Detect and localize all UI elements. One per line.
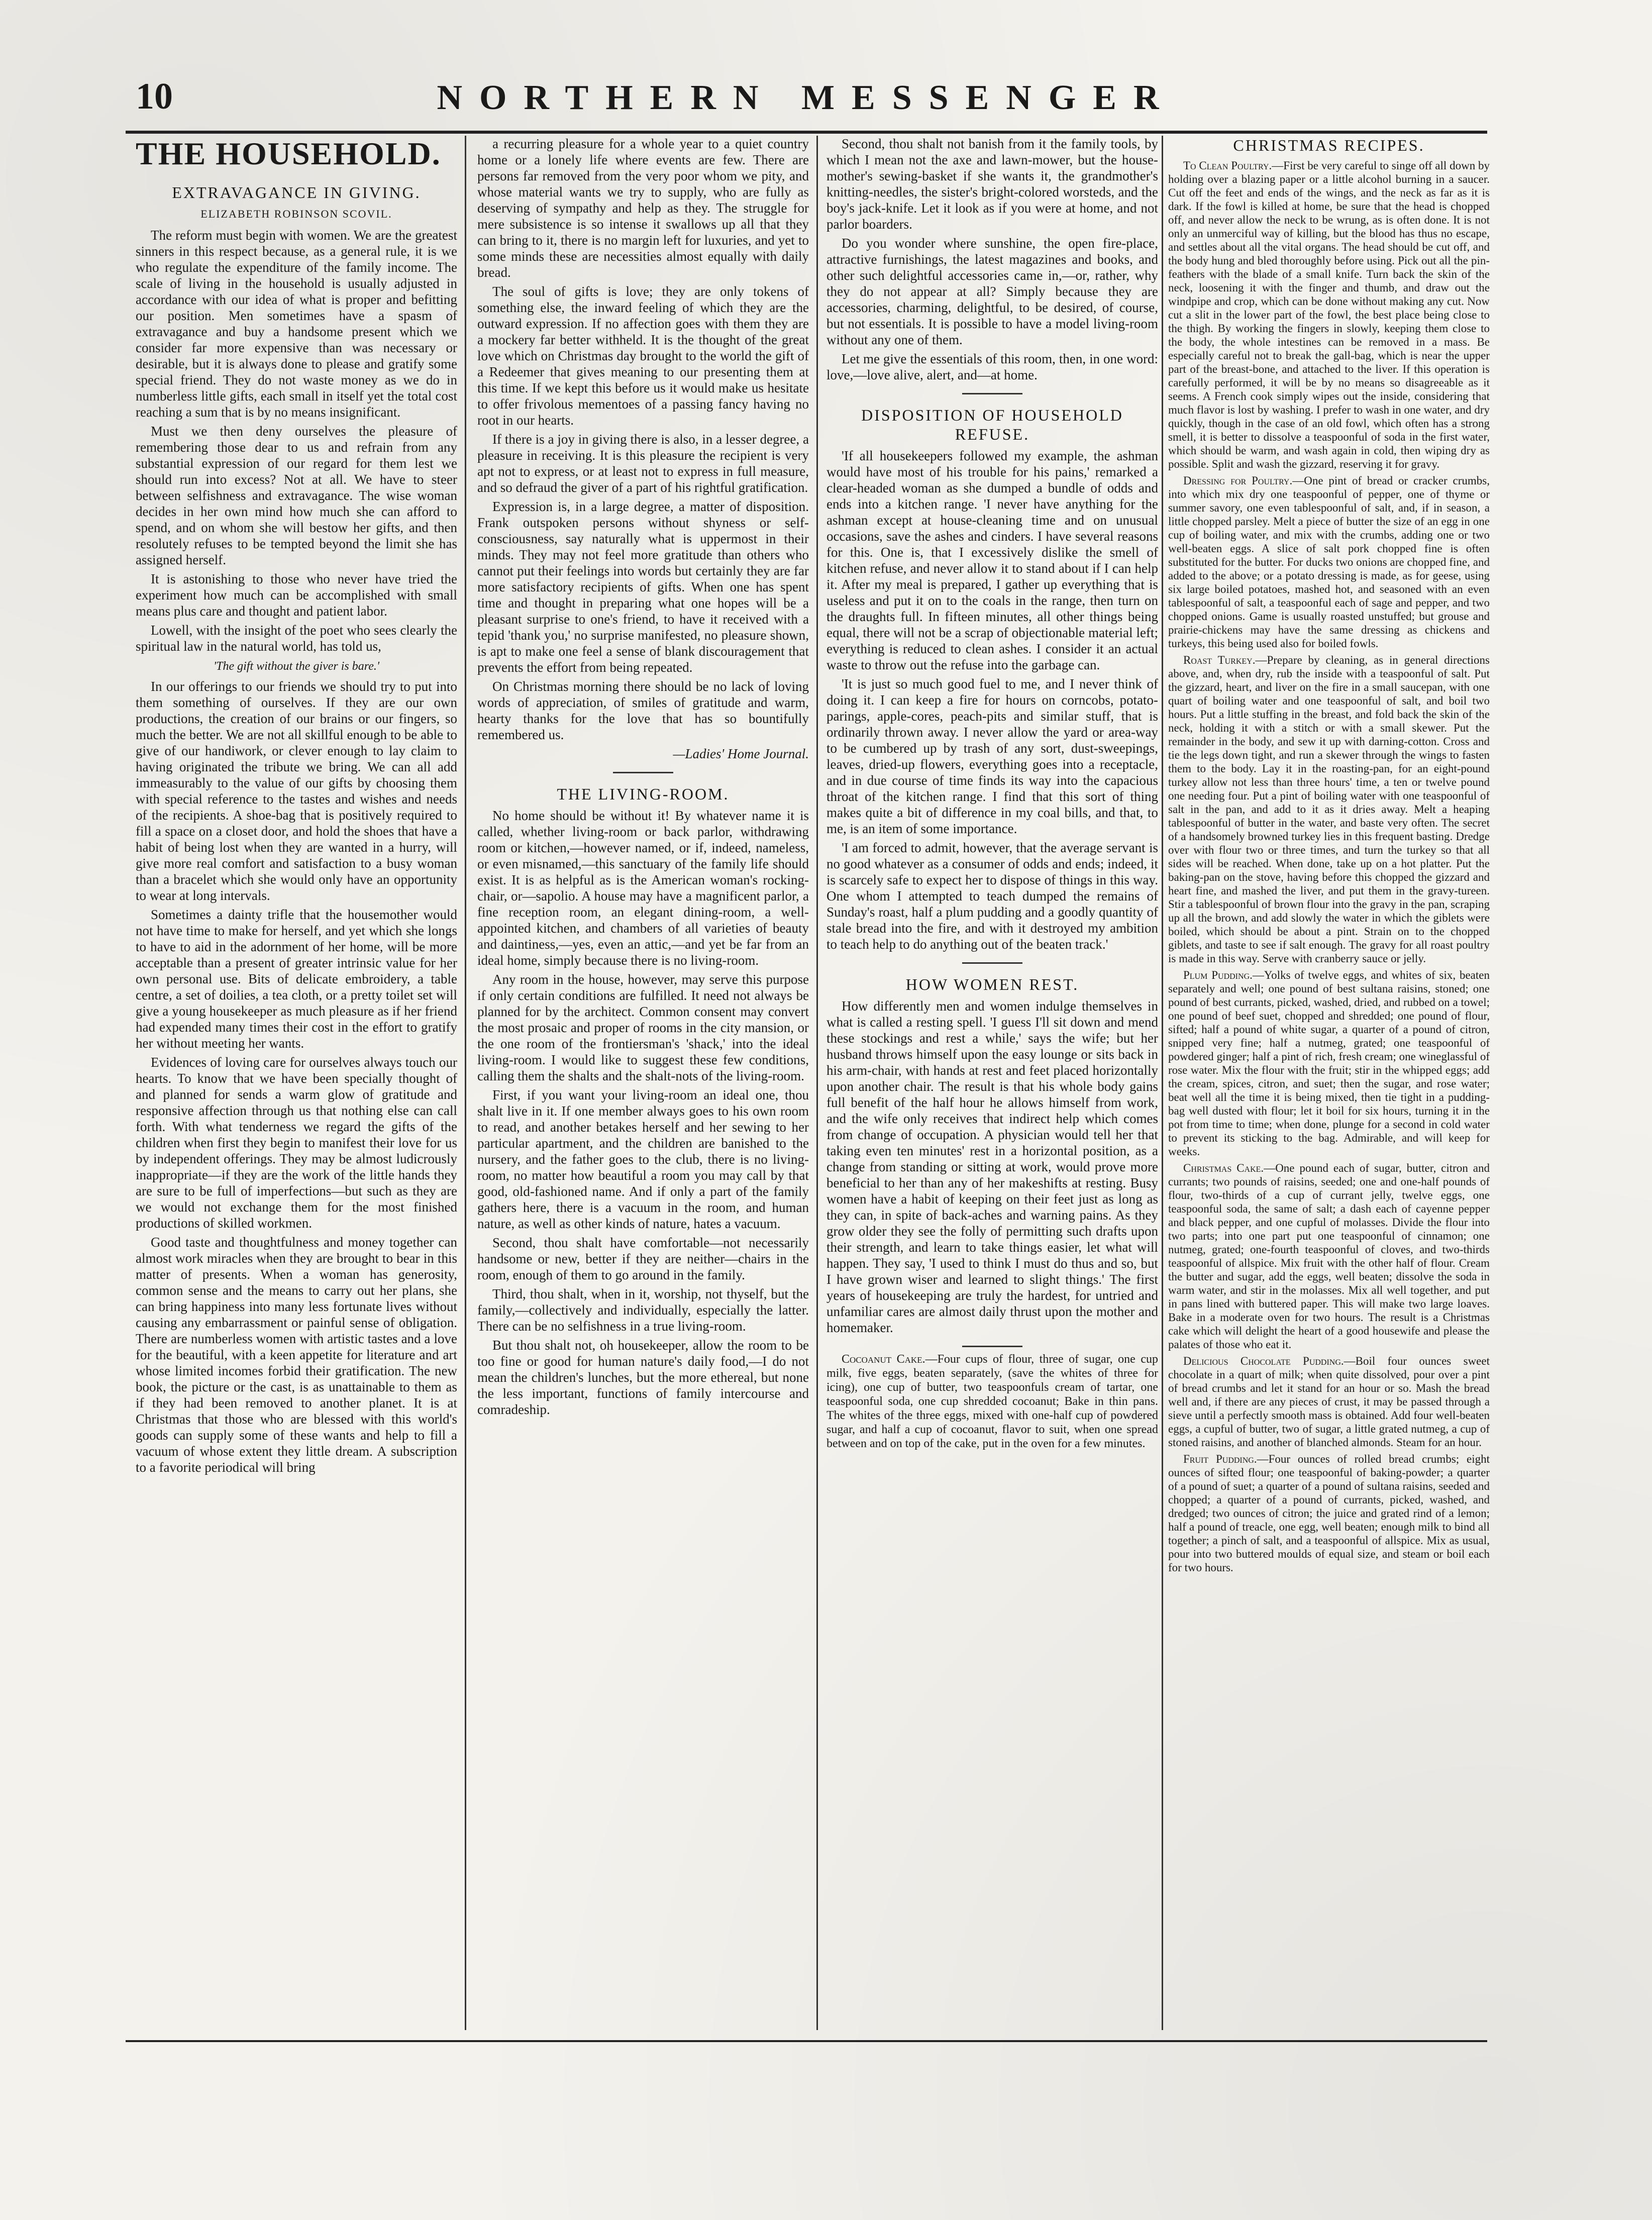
paragraph: The reform must begin with women. We are the greatest sinners in this respect because, as a general rule, it is we who regulate the expenditure of the family income. The scale of living in the household is usually adjusted in accordance with our idea of what is proper and befitting our position. Men sometimes have a spasm of extravagance and buy a handsome present which we consider far more expensive than was necessary or desirable, but it is always done to please and gratify some special friend. They do not waste money as we do in numberless little gifts, each small in itself yet the total cost reaching a sum that is by no means insignificant. bbox=[136, 228, 457, 420]
section-divider bbox=[962, 393, 1022, 394]
recipe-text: —Prepare by cleaning, as in general directions above, and, when dry, rub the inside with a teaspoonful of salt. Put the gizzard, heart, and liver on the fire in a small saucepan, with one quart of boiling water and one teaspoonful of salt, and boil two hours. Put a little stuffing in the breast, and fold back the skin of the neck, holding it with a stitch or with a small skewer. Put the remainder in the body, and sew it up with darning-cotton. Cross and tie the legs down tight, and run a skewer through the wings to fasten them to the body. Lay it in the roasting-pan, for an eight-pound turkey allow not less than three hours' time, a ten or twelve pound one needing four. Put a pint of boiling water with one teaspoonful of salt in the pan, and add to it as it dries away. Melt a heaping tablespoonful of butter in the water, and baste very often. The secret of a handsomely browned turkey lies in this frequent basting. Dredge over with flour two or three times, and turn the turkey so that all sides will be reached. When done, take up on a hot platter. Put the baking-pan on the stove, having before this chopped the gizzard and heart fine, and mashed the liver, and put them in the gravy-tureen. Stir a tablespoonful of brown flour into the gravy in the pan, scraping up all the brown, and add slowly the water in which the giblets were boiled, which should be about a pint. Strain on to the chopped giblets, and taste to see if salt enough. The gravy for all roast poultry is made in this way. Serve with cranberry sauce or jelly. bbox=[1168, 654, 1490, 965]
paragraph: No home should be without it! By whatever name it is called, whether living-room or back parlor, withdrawing room or kitchen,—however named, or if, indeed, nameless, or even misnamed,—this sanctuary of the family life should exist. It is as helpful as is the American woman's rocking-chair, or—sapolio. A house may have a magnificent parlor, a fine reception room, an elegant dining-room, a well-appointed kitchen, and chambers of all varieties of beauty and daintiness,—yes, even an attic,—and yet be far from an ideal home, simply because there is no living-room. bbox=[477, 808, 809, 968]
section-title: THE HOUSEHOLD. bbox=[136, 136, 441, 171]
column-rule bbox=[465, 136, 466, 2030]
page-number: 10 bbox=[136, 76, 173, 117]
recipe bbox=[1168, 968, 1490, 1158]
column-2 bbox=[477, 136, 809, 2030]
article-title: DISPOSITION OF HOUSEHOLD REFUSE. bbox=[861, 406, 1123, 443]
recipe bbox=[1168, 159, 1490, 471]
column-3 bbox=[827, 136, 1158, 2030]
paragraph: How differently men and women indulge themselves in what is called a resting spell. 'I guess I'll sit down and mend these stockings and rest a while,' says the wife; but her husband throws himself upon the easy lounge or sits back in his arm-chair, with hands at rest and feet placed horizontally upon another chair. The result is that his whole body gains full benefit of the half hour he allows himself from work, and the wife only receives that indirect help which comes from change of occupation. A physician would tell her that taking even ten minutes' rest in a horizontal position, as a change from standing or sitting at work, would prove more beneficial to her than any of her makeshifts at resting. Busy women have a habit of keeping on their feet just as long as they can, in spite of back-aches and warning pains. As they grow older they see the folly of permitting such drafts upon their strength, and learn to take things easier, let what will happen. They say, 'I used to think I must do thus and so, but I have grown wiser and learned to slight things.' The first years of housekeeping are truly the hardest, for untried and unfamiliar cares are almost daily thrust upon the mother and homemaker. bbox=[827, 998, 1158, 1335]
paragraph: Do you wonder where sunshine, the open fire-place, attractive furnishings, the latest magazines and books, and other such delightful accessories came in,—or, rather, why they do not appear at all? Simply because they are accessories, charming, delightful, to be desired, of course, but not essentials. It is possible to have a model living-room without any one of them. bbox=[827, 236, 1158, 347]
paragraph: Third, thou shalt, when in it, worship, not thyself, but the family,—collectively and individually, especially the latter. There can be no selfishness in a true living-room. bbox=[477, 1286, 809, 1334]
paragraph: Evidences of loving care for ourselves always touch our hearts. To know that we have been specially thought of and planned for sends a warm glow of gratitude and responsive affection through us that nothing else can call forth. With what tenderness we regard the gifts of the children when first they begin to manifest their love for us by independent offerings. They may be almost ludicrously inappropriate—if they are the work of the little hands they are sure to be full of imperfections—but such as they are we would not exchange them for the most finished productions of skilled workmen. bbox=[136, 1055, 457, 1231]
column-1 bbox=[136, 136, 457, 2030]
quote: 'The gift without the giver is bare.' bbox=[213, 660, 380, 673]
paragraph: Let me give the essentials of this room, then, in one word: love,—love alive, alert, and—at home. bbox=[827, 351, 1158, 382]
section-divider bbox=[613, 772, 673, 773]
recipe-text: —Four cups of flour, three of sugar, one cup milk, five eggs, beaten separately, (save the whites of three for icing), one cup of butter, two teaspoonfuls cream of tartar, one teaspoonful soda, one cup shredded cocoanut; Bake in thin pans. The whites of the three eggs, mixed with one-half cup of powdered sugar, and half a cup of cocoanut, flavor to suit, when one spread between and on top of the cake, put in the oven for a few minutes. bbox=[827, 1353, 1158, 1450]
recipe-text: —Four ounces of rolled bread crumbs; eight ounces of sifted flour; one teaspoonful of baking-powder; a quarter of a pound of suet; a quarter of a pound of sultana raisins, seeded and chopped; a quarter of a pound of currants, picked, washed, and dredged; two ounces of citron; the juice and grated rind of a lemon; half a pound of treacle, one egg, well beaten; enough milk to bind all together; a pinch of salt, and a teaspoonful of allspice. Mix as usual, pour into two buttered moulds of equal size, and steam or boil each for two hours. bbox=[1168, 1453, 1490, 1574]
paragraph: Any room in the house, however, may serve this purpose if only certain conditions are fulfilled. It need not always be planned for by the architect. Common consent may convert the most prosaic and proper of rooms in the city mansion, or the one room of the frontiersman's 'shack,' into the ideal living-room. I would like to suggest these few conditions, calling them the shalts and the shalt-nots of the living-room. bbox=[477, 972, 809, 1083]
recipe-text: —Boil four ounces sweet chocolate in a quart of milk; when quite dissolved, pour over a pint of bread crumbs and let it stand for an hour or so. Mash the bread well and, if there are any pieces of crust, it may be passed through a sieve until a perfectly smooth mass is obtained. Add four well-beaten eggs, a cupful of butter, two of sugar, a little grated nutmeg, a cup of stoned raisins, and another of blanched almonds. Steam for an hour. bbox=[1168, 1355, 1490, 1449]
paragraph: But thou shalt not, oh housekeeper, allow the room to be too fine or good for human nature's daily food,—I do not mean the children's lunches, but the more ethereal, but none the less important, functions of family intercourse and comradeship. bbox=[477, 1338, 809, 1417]
recipe bbox=[1168, 1161, 1490, 1351]
paragraph: 'If all housekeepers followed my example, the ashman would have most of his trouble for his pains,' remarked a clear-headed woman as she dumped a bundle of odds and ends into a kitchen range. 'I never have anything for the ashman except at house-cleaning time and on unusual occasions, save the ashes and cinders. I have several reasons for this. One is, that I excessively dislike the smell of kitchen refuse, and never allow it to stand about if I can help it. After my meal is prepared, I gather up everything that is useless and put it on to the coals in the range, then turn on the draughts full. In fifteen minutes, all other things being equal, there will not be a scrap of objectionable material left; everything is reduced to clean ashes. I consider it an actual waste to throw out the refuse into the garbage can. bbox=[827, 448, 1158, 672]
recipe-name: Roast Turkey. bbox=[1183, 654, 1256, 666]
article-title: CHRISTMAS RECIPES. bbox=[1233, 136, 1425, 154]
masthead bbox=[126, 75, 1487, 134]
recipe-text: —First be very careful to singe off all down by holding over a blazing paper or a little alcohol burning in a saucer. Cut off the feet and ends of the wings, and the neck as far as it is dark. If the fowl is killed at home, be sure that the head is chopped off, and never allow the neck to be wrung, as is often done. It is not only an unmerciful way of killing, but the blood has thus no escape, and settles about all the vital organs. The head should be cut off, and the body hung and bled thoroughly before using. Pick out all the pin-feathers with the blade of a small knife. Turn back the skin of the neck, loosening it with the finger and thumb, and draw out the windpipe and crop, which can be done without making any cut. Now cut a slit in the lower part of the fowl, the best place being close to the thigh. By working the fingers in slowly, keeping them close to the body, the whole intestines can be removed in a mass. Be especially careful not to break the gall-bag, which is near the upper part of the breast-bone, and attached to the liver. If this operation is carefully performed, it will be by no means so disagreeable as it seems. A French cook simply wipes out the inside, considering that much flavor is lost by washing. I prefer to wash in one water, and dry quickly, though in the case of an old fowl, which often has a strong smell, it is better to dissolve a teaspoonful of soda in the first water, which should be warm, and wash again in cold, then wiping dry as possible. Split and wash the gizzard, reserving it for gravy. bbox=[1168, 159, 1490, 470]
recipe-name: To Clean Poultry. bbox=[1183, 159, 1272, 172]
paragraph: 'I am forced to admit, however, that the average servant is no good whatever as a consumer of odds and ends; indeed, it is scarcely safe to expect her to dispose of things in this way. One whom I attempted to teach dumped the remains of Sunday's roast, half a plum pudding and a goodly quantity of stale bread into the fire, and with it destroyed my ambition to teach help to do anything out of the beaten track.' bbox=[827, 840, 1158, 952]
recipe bbox=[1168, 653, 1490, 965]
byline: ELIZABETH ROBINSON SCOVIL. bbox=[200, 208, 392, 220]
paragraph: If there is a joy in giving there is also, in a lesser degree, a pleasure in receiving. It is this pleasure the recipient is very apt not to express, or at least not to express in full measure, and so defraud the giver of a part of his rightful gratification. bbox=[477, 432, 809, 495]
recipe-name: Delicious Chocolate Pudding. bbox=[1183, 1355, 1344, 1367]
paragraph: It is astonishing to those who never have tried the experiment how much can be accomplished with small means plus care and thought and patient labor. bbox=[136, 571, 457, 619]
article-title: HOW WOMEN REST. bbox=[905, 975, 1079, 993]
paragraph: The soul of gifts is love; they are only tokens of something else, the inward feeling of which they are the outward expression. If no affection goes with them they are a mockery far better withheld. It is the thought of the great love which on Christmas day brought to the world the gift of a Redeemer that gives meaning to our presenting them at this time. If we kept this before us it would make us hesitate to offer frivolous mementoes of a passing fancy having no root in our hearts. bbox=[477, 284, 809, 428]
recipe-name: Christmas Cake. bbox=[1183, 1162, 1264, 1174]
section-divider bbox=[962, 962, 1022, 964]
column-rule bbox=[816, 136, 818, 2030]
bottom-rule bbox=[126, 2040, 1487, 2042]
recipe bbox=[827, 1352, 1158, 1451]
paragraph: Sometimes a dainty trifle that the housemother would not have time to make for herself, and yet which she longs to have to aid in the adornment of her home, will be more acceptable than a present of greater intrinsic value for her own personal use. Bits of delicate embroidery, a table centre, a set of doilies, a tea cloth, or a pretty toilet set will give a young housekeeper as much pleasure as if her friend had expended many times their cost in the effort to gratify her without meeting her wants. bbox=[136, 907, 457, 1051]
paragraph: Second, thou shalt not banish from it the family tools, by which I mean not the axe and lawn-mower, but the house-mother's sewing-basket if she wants it, the grandmother's knitting-needles, the sister's bright-colored worsteds, and the boy's jack-knife. Let it look as if you were at home, and not parlor boarders. bbox=[827, 136, 1158, 232]
paragraph: Lowell, with the insight of the poet who sees clearly the spiritual law in the natural world, has told us, bbox=[136, 623, 457, 654]
paragraph: 'It is just so much good fuel to me, and I never think of doing it. I can keep a fire for hours on corncobs, potato-parings, apple-cores, peach-pits and similar stuff, that is ordinarily thrown away. I never allow the yard or area-way to be cumbered up by trash of any sort, dust-sweepings, leaves, dried-up flowers, everything goes into a receptacle, and in due course of time finds its way into the capacious throat of the kitchen range. I find that this sort of thing makes quite a bit of difference in my coal bills, and that, to me, is an item of some importance. bbox=[827, 676, 1158, 836]
article-title: EXTRAVAGANCE IN GIVING. bbox=[172, 183, 421, 201]
recipe-name: Cocoanut Cake. bbox=[842, 1353, 925, 1366]
paragraph: Second, thou shalt have comfortable—not necessarily handsome or new, better if they are neither—chairs in the room, enough of them to go around in the family. bbox=[477, 1235, 809, 1282]
paragraph: a recurring pleasure for a whole year to a quiet country home or a lonely life where events are few. There are persons far removed from the very poor whom we pity, and whose material wants we try to supply, who are fully as deserving of sympathy and help as they. The struggle for mere subsistence is so intense it swallows up all that they can bring to it, there is no margin left for luxuries, and yet to some minds these are necessities almost equally with daily bread. bbox=[477, 136, 809, 280]
attribution: —Ladies' Home Journal. bbox=[673, 746, 809, 761]
recipe bbox=[1168, 1354, 1490, 1449]
paragraph: Must we then deny ourselves the pleasure of remembering those dear to us and refrain from any substantial expression of our regard for them lest we should run into excess? Not at all. We have to steer between selfishness and extravagance. The wise woman decides in her own mind how much she can afford to spend, and on whom she will bestow her gifts, and then resolutely refuses to be tempted beyond the limit she has assigned herself. bbox=[136, 424, 457, 567]
paragraph: Good taste and thoughtfulness and money together can almost work miracles when they are brought to bear in this matter of presents. When a woman has generosity, common sense and the means to carry out her plans, she can bring happiness into many less fortunate lives without causing any embarrassment or painful sense of obligation. There are numberless women with artistic tastes and a love for the beautiful, with a keen appetite for literature and art whose limited incomes forbid their gratification. The new book, the picture or the cast, is as unattainable to them as if they had been removed to another planet. It is at Christmas that those who are blessed with this world's goods can supply some of these wants and help to fill a vacuum of whose extent they little dream. A subscription to a favorite periodical will bring bbox=[136, 1235, 457, 1475]
recipe-text: —One pint of bread or cracker crumbs, into which mix dry one teaspoonful of pepper, one of thyme or summer savory, one even tablespoonful of salt, and, if in season, a little chopped parsley. Melt a piece of butter the size of an egg in one cup of boiling water, and mix with the crumbs, adding one or two well-beaten eggs. A slice of salt pork chopped fine is often substituted for the butter. For ducks two onions are chopped fine, and added to the above; or a potato dressing is made, as for geese, using six large boiled potatoes, mashed hot, and seasoned with an even tablespoonful of salt, a teaspoonful each of sage and pepper, and two chopped onions. Game is usually roasted unstuffed; but grouse and prairie-chickens may have the same dressing as chickens and turkeys, this being used also for boiled fowls. bbox=[1168, 474, 1490, 650]
section-divider bbox=[962, 1346, 1022, 1347]
masthead-title: NORTHERN MESSENGER bbox=[437, 78, 1176, 117]
recipe-text: —One pound each of sugar, butter, citron and currants; two pounds of raisins, seeded; one and one-half pounds of flour, two-thirds of a cup of currant jelly, twelve eggs, one teaspoonful soda, the same of salt; a dash each of cayenne pepper and black pepper, and one cupful of molasses. Divide the flour into two parts; into one part put one teaspoonful of cinnamon; one nutmeg, grated; one-fourth teaspoonful of cloves, and two-thirds teaspoonful of allspice. Mix fruit with the other half of flour. Cream the butter and sugar, add the eggs, well beaten; dissolve the soda in warm water, and stir in the molasses. Mix all well together, and put in pans lined with buttered paper. This will make two large loaves. Bake in a moderate oven for two hours. The result is a Christmas cake which will delight the heart of a good housewife and please the palates of those who eat it. bbox=[1168, 1162, 1490, 1351]
recipe-name: Dressing for Poultry. bbox=[1183, 474, 1293, 487]
paragraph: In our offerings to our friends we should try to put into them something of ourselves. If they are our own productions, the creation of our brains or our fingers, so much the better. We are not all skillful enough to be able to give of our handiwork, or clever enough to lay claim to having originated the tribute we bring. We can all add immeasurably to the value of our gifts by choosing them with special reference to the tastes and wishes and needs of the recipients. A shoe-bag that is positively required to fill a space on a closet door, and hold the shoes that have a habit of being lost when they are wanted in a hurry, will give more real comfort and satisfaction to a busy woman than a bracelet which she would only have an opportunity to wear at long intervals. bbox=[136, 679, 457, 903]
recipe-name: Fruit Pudding. bbox=[1183, 1453, 1257, 1465]
recipe bbox=[1168, 1452, 1490, 1574]
paragraph: First, if you want your living-room an ideal one, thou shalt live in it. If one member always goes to his own room to read, and another betakes herself and her sewing to her particular apartment, and the children are banished to the nursery, and the father goes to the club, there is no living-room, no matter how beautiful a room you may call by that good, old-fashioned name. And if only a part of the family gathers here, there is a vacuum in the room, and human nature, as well as other kinds of nature, hates a vacuum. bbox=[477, 1087, 809, 1231]
recipe-text: —Yolks of twelve eggs, and whites of six, beaten separately and well; one pound of best sultana raisins, stoned; one pound of best currants, picked, washed, dried, and rubbed on a towel; one pound of beef suet, chopped and shredded; one pound of flour, sifted; half a pound of white sugar, a quarter of a pound of citron, snipped very fine; half a nutmeg, grated; one teaspoonful of powdered ginger; half a pint of rich, fresh cream; one wineglassful of rose water. Mix the flour with the fruit; stir in the whipped eggs; add the cream, spices, citron, and suet; then the sugar, and rose water; beat well all the time it is being mixed, then tie tight in a pudding-bag well dusted with flour; let it boil for six hours, turning it in the pot from time to time; when done, plunge for a second in cold water to prevent its sticking to the bag. Admirable, and will keep for weeks. bbox=[1168, 969, 1490, 1158]
column-4 bbox=[1168, 136, 1490, 2030]
paragraph: Expression is, in a large degree, a matter of disposition. Frank outspoken persons without shyness or self-consciousness, say naturally what is uppermost in their minds. They may not feel more gratitude than others who cannot put their feelings into words but certainly they are far more satisfactory recipients of gifts. When one has spent time and thought in preparing what one hopes will be a pleasant surprise to one's friend, to have it received with a tepid 'thank you,' no surprise manifested, no pleasure shown, is apt to make one feel a sense of blank discouragement that prevents the effort from being repeated. bbox=[477, 499, 809, 675]
recipe-name: Plum Pudding. bbox=[1183, 969, 1253, 981]
column-rule bbox=[1162, 136, 1163, 2030]
recipe bbox=[1168, 474, 1490, 650]
article-title: THE LIVING-ROOM. bbox=[557, 785, 730, 803]
paragraph: On Christmas morning there should be no lack of loving words of appreciation, of smiles of gratitude and warm, hearty thanks for the love that has so bountifully remembered us. bbox=[477, 679, 809, 742]
